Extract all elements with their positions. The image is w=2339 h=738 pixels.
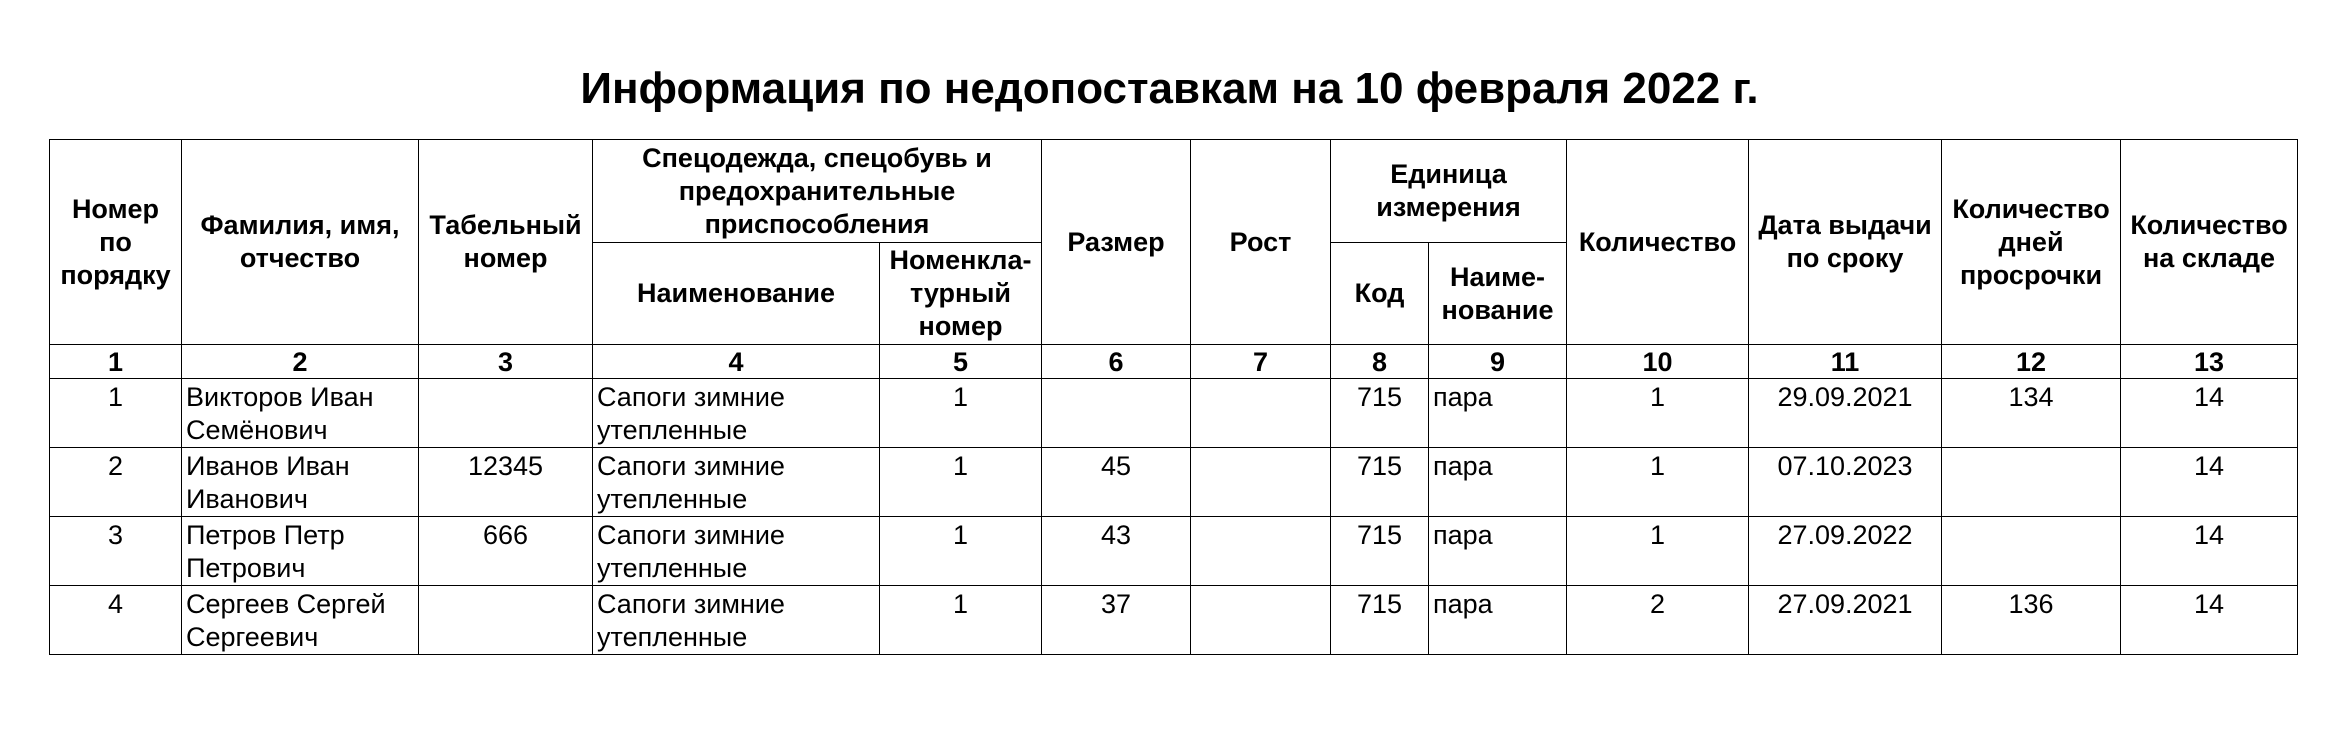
column-number: 11 <box>1749 345 1942 379</box>
header-equipment-group: Спецодежда, спецобувь и предохранительные приспособления <box>593 140 1042 243</box>
cell-nomenclature-no: 1 <box>880 448 1042 517</box>
table-body <box>50 379 2298 655</box>
column-number: 13 <box>2121 345 2298 379</box>
cell-tab-no: 666 <box>419 517 593 586</box>
column-number: 4 <box>593 345 880 379</box>
cell-overdue-days: 134 <box>1942 379 2121 448</box>
cell-unit-name: пара <box>1429 448 1567 517</box>
cell-order-no: 1 <box>50 379 182 448</box>
cell-quantity: 1 <box>1567 379 1749 448</box>
cell-quantity: 1 <box>1567 517 1749 586</box>
header-unit-name: Наиме-нование <box>1429 243 1567 345</box>
cell-height <box>1191 379 1331 448</box>
table-row <box>50 517 2298 586</box>
cell-unit-code: 715 <box>1331 379 1429 448</box>
cell-quantity: 2 <box>1567 586 1749 655</box>
column-number: 1 <box>50 345 182 379</box>
cell-nomenclature-no: 1 <box>880 379 1042 448</box>
cell-stock-qty: 14 <box>2121 379 2298 448</box>
cell-overdue-days: 136 <box>1942 586 2121 655</box>
cell-size: 37 <box>1042 586 1191 655</box>
cell-equipment-name: Сапоги зимние утепленные <box>593 379 880 448</box>
column-number: 8 <box>1331 345 1429 379</box>
column-number: 10 <box>1567 345 1749 379</box>
header-full-name: Фамилия, имя, отчество <box>182 140 419 345</box>
header-stock-qty: Количество на складе <box>2121 140 2298 345</box>
table-header <box>50 140 2298 379</box>
cell-stock-qty: 14 <box>2121 586 2298 655</box>
cell-stock-qty: 14 <box>2121 448 2298 517</box>
column-number: 6 <box>1042 345 1191 379</box>
cell-size <box>1042 379 1191 448</box>
header-issue-date: Дата выдачи по сроку <box>1749 140 1942 345</box>
cell-tab-no <box>419 379 593 448</box>
cell-unit-name: пара <box>1429 517 1567 586</box>
cell-order-no: 4 <box>50 586 182 655</box>
header-unit-code: Код <box>1331 243 1429 345</box>
cell-unit-code: 715 <box>1331 586 1429 655</box>
header-height: Рост <box>1191 140 1331 345</box>
cell-size: 43 <box>1042 517 1191 586</box>
cell-issue-date: 27.09.2021 <box>1749 586 1942 655</box>
cell-height <box>1191 586 1331 655</box>
header-quantity: Количество <box>1567 140 1749 345</box>
column-number: 9 <box>1429 345 1567 379</box>
cell-tab-no <box>419 586 593 655</box>
header-size: Размер <box>1042 140 1191 345</box>
cell-order-no: 3 <box>50 517 182 586</box>
cell-size: 45 <box>1042 448 1191 517</box>
cell-issue-date: 07.10.2023 <box>1749 448 1942 517</box>
header-unit-group: Единица измерения <box>1331 140 1567 243</box>
column-number: 5 <box>880 345 1042 379</box>
cell-order-no: 2 <box>50 448 182 517</box>
table-row <box>50 448 2298 517</box>
header-order-no: Номер по порядку <box>50 140 182 345</box>
cell-full-name: Викторов Иван Семёнович <box>182 379 419 448</box>
cell-issue-date: 27.09.2022 <box>1749 517 1942 586</box>
cell-height <box>1191 448 1331 517</box>
cell-unit-code: 715 <box>1331 517 1429 586</box>
cell-unit-name: пара <box>1429 379 1567 448</box>
cell-issue-date: 29.09.2021 <box>1749 379 1942 448</box>
column-number: 3 <box>419 345 593 379</box>
column-number: 2 <box>182 345 419 379</box>
cell-height <box>1191 517 1331 586</box>
cell-tab-no: 12345 <box>419 448 593 517</box>
cell-full-name: Иванов Иван Иванович <box>182 448 419 517</box>
column-number: 7 <box>1191 345 1331 379</box>
header-overdue-days: Количество дней просрочки <box>1942 140 2121 345</box>
shortage-table <box>49 139 2298 655</box>
cell-overdue-days <box>1942 448 2121 517</box>
header-equipment-name: Наименование <box>593 243 880 345</box>
header-tab-no: Табельный номер <box>419 140 593 345</box>
cell-unit-code: 715 <box>1331 448 1429 517</box>
header-nomenclature-no: Номенкла-турный номер <box>880 243 1042 345</box>
cell-full-name: Сергеев Сергей Сергеевич <box>182 586 419 655</box>
cell-full-name: Петров Петр Петрович <box>182 517 419 586</box>
cell-nomenclature-no: 1 <box>880 586 1042 655</box>
cell-stock-qty: 14 <box>2121 517 2298 586</box>
page-title: Информация по недопоставкам на 10 февраля 2022 г. <box>580 64 1759 113</box>
cell-equipment-name: Сапоги зимние утепленные <box>593 517 880 586</box>
cell-quantity: 1 <box>1567 448 1749 517</box>
table-row <box>50 586 2298 655</box>
column-number: 12 <box>1942 345 2121 379</box>
table-row <box>50 379 2298 448</box>
cell-overdue-days <box>1942 517 2121 586</box>
cell-unit-name: пара <box>1429 586 1567 655</box>
cell-equipment-name: Сапоги зимние утепленные <box>593 586 880 655</box>
column-number-row <box>50 345 2298 379</box>
cell-nomenclature-no: 1 <box>880 517 1042 586</box>
cell-equipment-name: Сапоги зимние утепленные <box>593 448 880 517</box>
